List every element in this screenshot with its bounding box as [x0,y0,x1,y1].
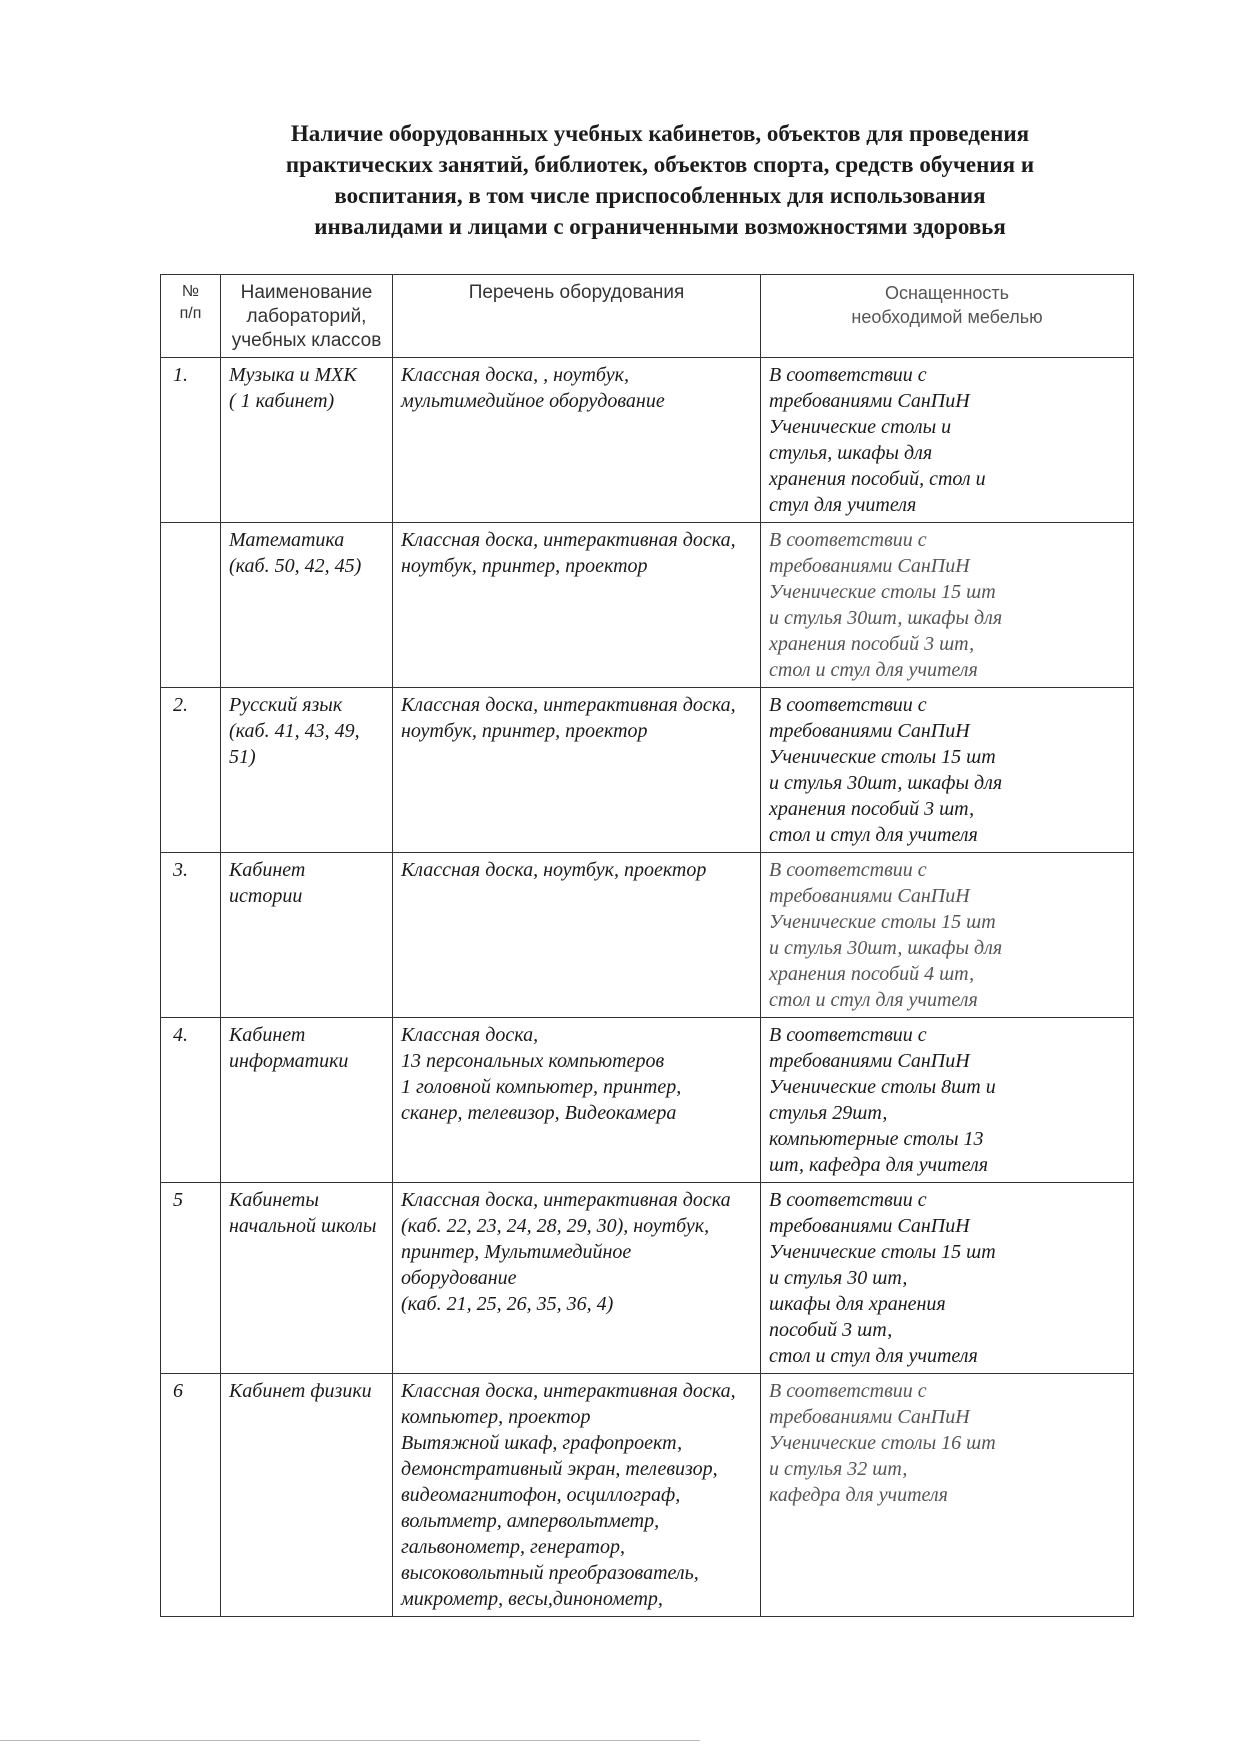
row-furniture: В соответствии с требованиями СанПиН Ученические столы 15 шт и стулья 30шт, шкафы для хранения пособий 3 шт, стол и стул для учителя [761,523,1134,688]
equipment-table [160,274,1134,1617]
row-equipment: Классная доска, интерактивная доска, компьютер, проектор Вытяжной шкаф, графопроект, демонстративный экран, телевизор, видеомагнитофон, осциллограф, вольтметр, ампервольтметр, гальвонометр, генератор, высоковольтный преобразователь, микрометр, весы,динонометр, [393,1374,761,1617]
row-name: Математика (каб. 50, 42, 45) [221,523,393,688]
row-name: Кабинет информатики [221,1018,393,1183]
row-number: 4. [161,1018,221,1183]
row-number: 5 [161,1183,221,1374]
row-equipment: Классная доска, 13 персональных компьютеров 1 головной компьютер, принтер, сканер, телевизор, Видеокамера [393,1018,761,1183]
row-furniture: В соответствии с требованиями СанПиН Ученические столы 15 шт и стулья 30шт, шкафы для хранения пособий 4 шт, стол и стул для учителя [761,853,1134,1018]
row-equipment: Классная доска, ноутбук, проектор [393,853,761,1018]
row-name: Музыка и МХК ( 1 кабинет) [221,358,393,523]
row-number: 1. [161,358,221,523]
page-bottom-rule [0,1740,700,1741]
row-name: Кабинет физики [221,1374,393,1617]
row-number: 6 [161,1374,221,1617]
row-name: Кабинет истории [221,853,393,1018]
row-name: Кабинеты начальной школы [221,1183,393,1374]
row-number: 3. [161,853,221,1018]
table-row [161,1183,1134,1374]
table-row [161,523,1134,688]
header-number: № п/п [161,275,221,358]
table-row [161,688,1134,853]
row-furniture: В соответствии с требованиями СанПиН Ученические столы 15 шт и стулья 30шт, шкафы для хранения пособий 3 шт, стол и стул для учителя [761,688,1134,853]
title-line: инвалидами и лицами с ограниченными возможностями здоровья [314,214,1006,239]
table-row [161,853,1134,1018]
row-number: 2. [161,688,221,853]
row-number [161,523,221,688]
header-equipment: Перечень оборудования [393,275,761,358]
row-name: Русский язык (каб. 41, 43, 49, 51) [221,688,393,853]
row-equipment: Классная доска, интерактивная доска, ноутбук, принтер, проектор [393,688,761,853]
header-name: Наименование лабораторий, учебных классов [221,275,393,358]
row-furniture: В соответствии с требованиями СанПиН Ученические столы и стулья, шкафы для хранения пособий, стол и стул для учителя [761,358,1134,523]
row-equipment: Классная доска, интерактивная доска, ноутбук, принтер, проектор [393,523,761,688]
row-equipment: Классная доска, интерактивная доска (каб. 22, 23, 24, 28, 29, 30), ноутбук, принтер, Мультимедийное оборудование (каб. 21, 25, 26, 35, 36, 4) [393,1183,761,1374]
document-title [190,118,1130,242]
title-line: практических занятий, библиотек, объектов спорта, средств обучения и [285,152,1035,177]
title-line: воспитания, в том числе приспособленных для использования [334,183,986,208]
table-row [161,1018,1134,1183]
title-line: Наличие оборудованных учебных кабинетов, объектов для проведения [290,121,1030,146]
table-row [161,358,1134,523]
row-equipment: Классная доска, , ноутбук, мультимедийное оборудование [393,358,761,523]
table-row [161,1374,1134,1617]
row-furniture: В соответствии с требованиями СанПиН Ученические столы 8шт и стулья 29шт, компьютерные столы 13 шт, кафедра для учителя [761,1018,1134,1183]
table-header-row [161,275,1134,358]
header-furniture: Оснащенность необходимой мебелью [761,275,1134,358]
row-furniture: В соответствии с требованиями СанПиН Ученические столы 15 шт и стулья 30 шт, шкафы для хранения пособий 3 шт, стол и стул для учителя [761,1183,1134,1374]
row-furniture: В соответствии с требованиями СанПиН Ученические столы 16 шт и стулья 32 шт, кафедра для учителя [761,1374,1134,1617]
